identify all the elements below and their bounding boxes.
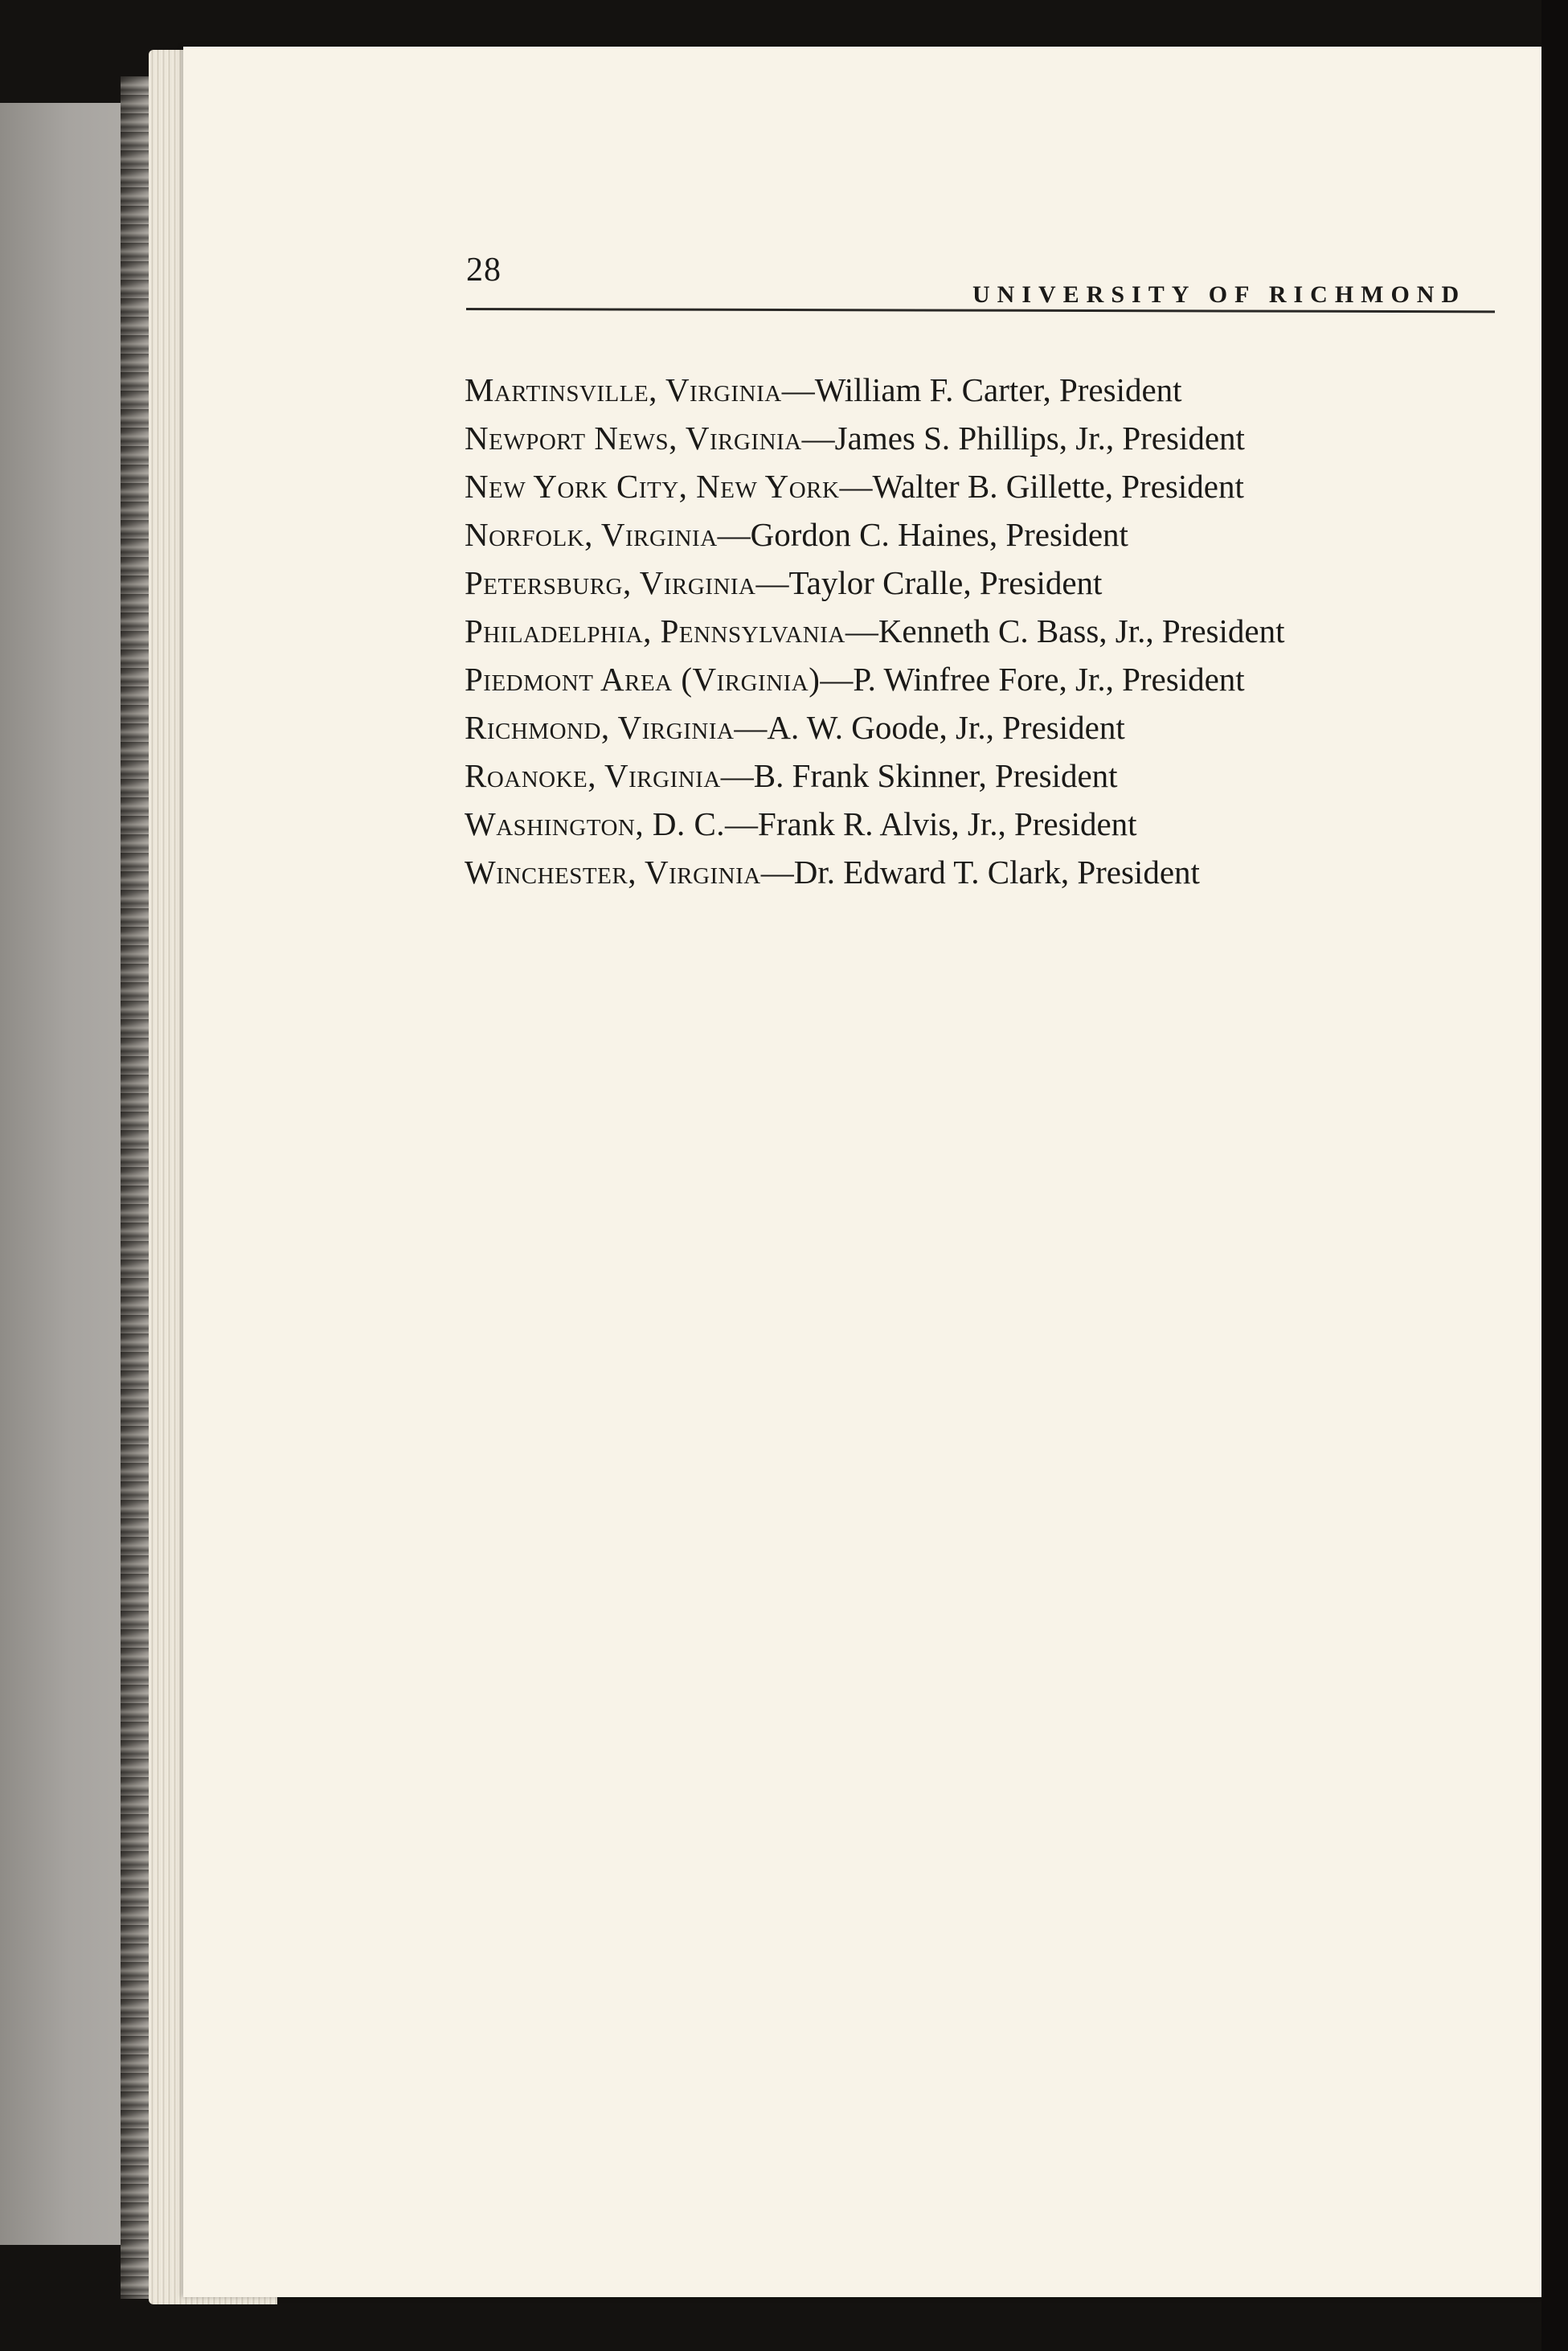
separator: — xyxy=(839,468,873,505)
chapter-president: B. Frank Skinner, President xyxy=(753,757,1118,794)
list-item xyxy=(465,703,1509,752)
chapter-president: William F. Carter, President xyxy=(814,371,1182,408)
chapter-place: Petersburg, Virginia xyxy=(465,564,756,601)
right-edge-shadow xyxy=(1541,0,1568,2351)
separator: — xyxy=(781,371,815,408)
separator: — xyxy=(845,612,878,649)
chapter-president: Gordon C. Haines, President xyxy=(750,516,1128,553)
separator: — xyxy=(755,564,789,601)
page-number: 28 xyxy=(466,252,502,289)
list-item xyxy=(465,752,1509,800)
chapter-president: A. W. Goode, Jr., President xyxy=(767,709,1125,746)
running-head: UNIVERSITY OF RICHMOND xyxy=(972,281,1467,308)
chapter-place: New York City, New York xyxy=(465,468,840,505)
chapter-president: Taylor Cralle, President xyxy=(788,564,1103,601)
chapter-place: Washington, D. C. xyxy=(465,805,726,842)
list-item xyxy=(465,848,1509,896)
chapter-place: Norfolk, Virginia xyxy=(465,516,718,553)
chapter-president: Walter B. Gillette, President xyxy=(872,468,1244,505)
separator: — xyxy=(801,420,835,457)
chapter-president: P. Winfree Fore, Jr., President xyxy=(853,661,1245,698)
separator: — xyxy=(720,757,754,794)
chapter-place: Piedmont Area (Virginia) xyxy=(465,661,821,698)
separator: — xyxy=(725,805,759,842)
alumni-chapter-list xyxy=(465,366,1509,896)
separator: — xyxy=(760,854,794,891)
list-item xyxy=(465,559,1509,607)
separator: — xyxy=(734,709,768,746)
chapter-place: Martinsville, Virginia xyxy=(465,371,782,408)
chapter-president: Frank R. Alvis, Jr., President xyxy=(758,805,1137,842)
chapter-place: Newport News, Virginia xyxy=(465,420,802,457)
list-item xyxy=(465,462,1509,510)
chapter-place: Roanoke, Virginia xyxy=(465,757,721,794)
chapter-president: James S. Phillips, Jr., President xyxy=(834,420,1245,457)
list-item xyxy=(465,414,1509,462)
list-item xyxy=(465,510,1509,559)
chapter-president: Dr. Edward T. Clark, President xyxy=(793,854,1200,891)
chapter-place: Winchester, Virginia xyxy=(465,854,761,891)
list-item xyxy=(465,366,1509,414)
list-item xyxy=(465,655,1509,703)
list-item xyxy=(465,800,1509,848)
separator: — xyxy=(717,516,751,553)
list-item xyxy=(465,607,1509,655)
chapter-place: Richmond, Virginia xyxy=(465,709,735,746)
chapter-president: Kenneth C. Bass, Jr., President xyxy=(878,612,1285,649)
chapter-place: Philadelphia, Pennsylvania xyxy=(465,612,845,649)
separator: — xyxy=(820,661,854,698)
